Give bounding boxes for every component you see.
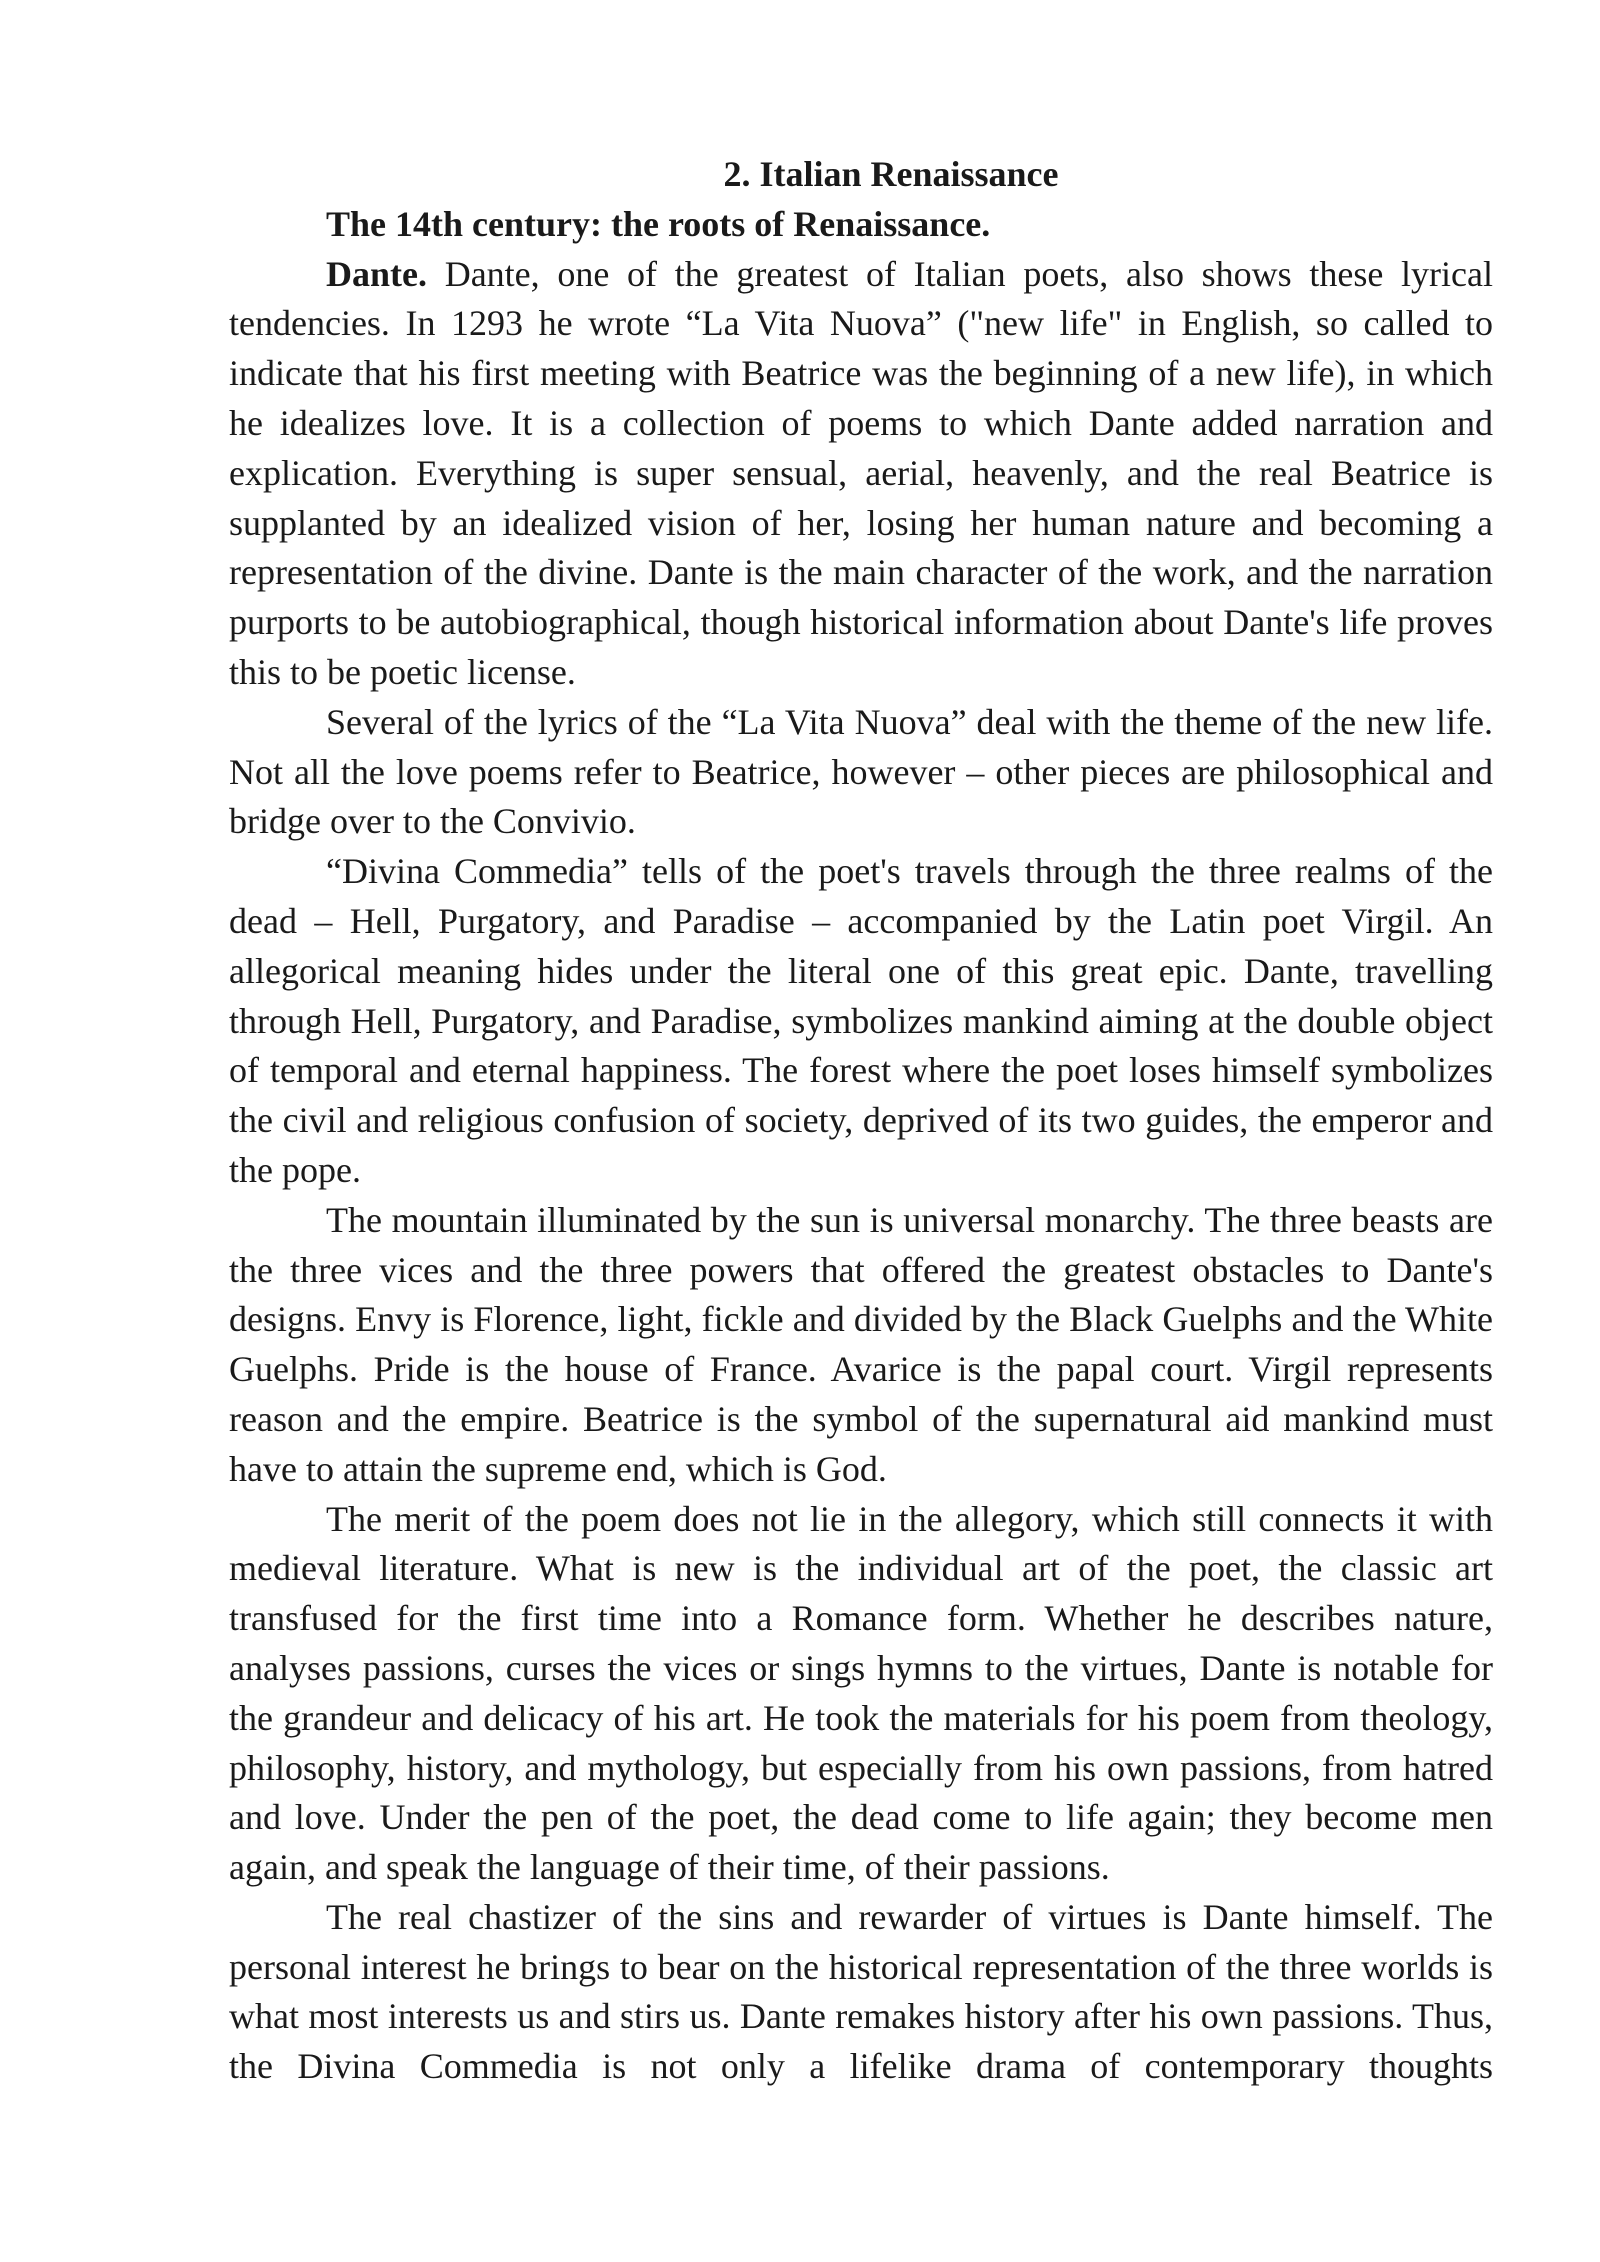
paragraph-chastizer: The real chastizer of the sins and rewarder of virtues is Dante himself. The personal interest he brings to bear on the historical representation of the three worlds is what most interests us and stirs us. Dante remakes history after his own passions. Thus, the Divina Commedia is not only a lifelike drama of contemporary thoughts bbox=[229, 1896, 1493, 2087]
subsection-title: The 14th century: the roots of Renaissance. bbox=[326, 203, 991, 244]
paragraph-merit-of-poem: The merit of the poem does not lie in the allegory, which still connects it with medieval literature. What is new is the individual art of the poet, the classic art transfused for the first time into a Romance form. Whether he describes nature, analyses passions, curses the vices or sings hymns to the virtues, Dante is notable for the grandeur and delicacy of his art. He took the materials for his poem from theology, philosophy, history, and mythology, but especially from his own passions, from hatred and love. Under the pen of the poet, the dead come to life again; they become men again, and speak the language of their time, of their passions. bbox=[229, 1498, 1493, 1888]
section-title: 2. Italian Renaissance bbox=[723, 154, 1059, 194]
paragraph-vita-nuova-lyrics: Several of the lyrics of the “La Vita Nuova” deal with the theme of the new life. Not all the love poems refer to Beatrice, however – other pieces are philosophical and bridge over to the Convivio. bbox=[229, 701, 1493, 842]
paragraph-lead-term: Dante. bbox=[326, 253, 427, 294]
paragraph-divina-commedia: “Divina Commedia” tells of the poet's travels through the three realms of the dead – Hell, Purgatory, and Paradise – accompanied by the Latin poet Virgil. An allegorical meaning hides under the literal one of this great epic. Dante, travelling through Hell, Purgatory, and Paradise, symbolizes mankind aiming at the double object of temporal and eternal happiness. The forest where the poet loses himself symbolizes the civil and religious confusion of society, deprived of its two guides, the emperor and the pope. bbox=[229, 851, 1493, 1190]
paragraph-dante-intro bbox=[229, 250, 1493, 698]
paragraph-allegory-mountain: The mountain illuminated by the sun is universal monarchy. The three beasts are the three vices and the three powers that offered the greatest obstacles to Dante's designs. Envy is Florence, light, fickle and divided by the Black Guelphs and the White Guelphs. Pride is the house of France. Avarice is the papal court. Virgil represents reason and the empire. Beatrice is the symbol of the supernatural aid mankind must have to attain the supreme end, which is God. bbox=[229, 1199, 1493, 1489]
paragraph-text: Dante, one of the greatest of Italian poets, also shows these lyrical tendencies. In 1293 he wrote “La Vita Nuova” ("new life" in English, so called to indicate that his first meeting with Beatrice was the beginning of a new life), in which he idealizes love. It is a collection of poems to which Dante added narration and explication. Everything is super sensual, aerial, heavenly, and the real Beatrice is supplanted by an idealized vision of her, losing her human nature and becoming a representation of the divine. Dante is the main character of the work, and the narration purports to be autobiographical, though historical information about Dante's life proves this to be poetic license. bbox=[229, 253, 1493, 692]
document-body bbox=[229, 150, 1493, 2092]
